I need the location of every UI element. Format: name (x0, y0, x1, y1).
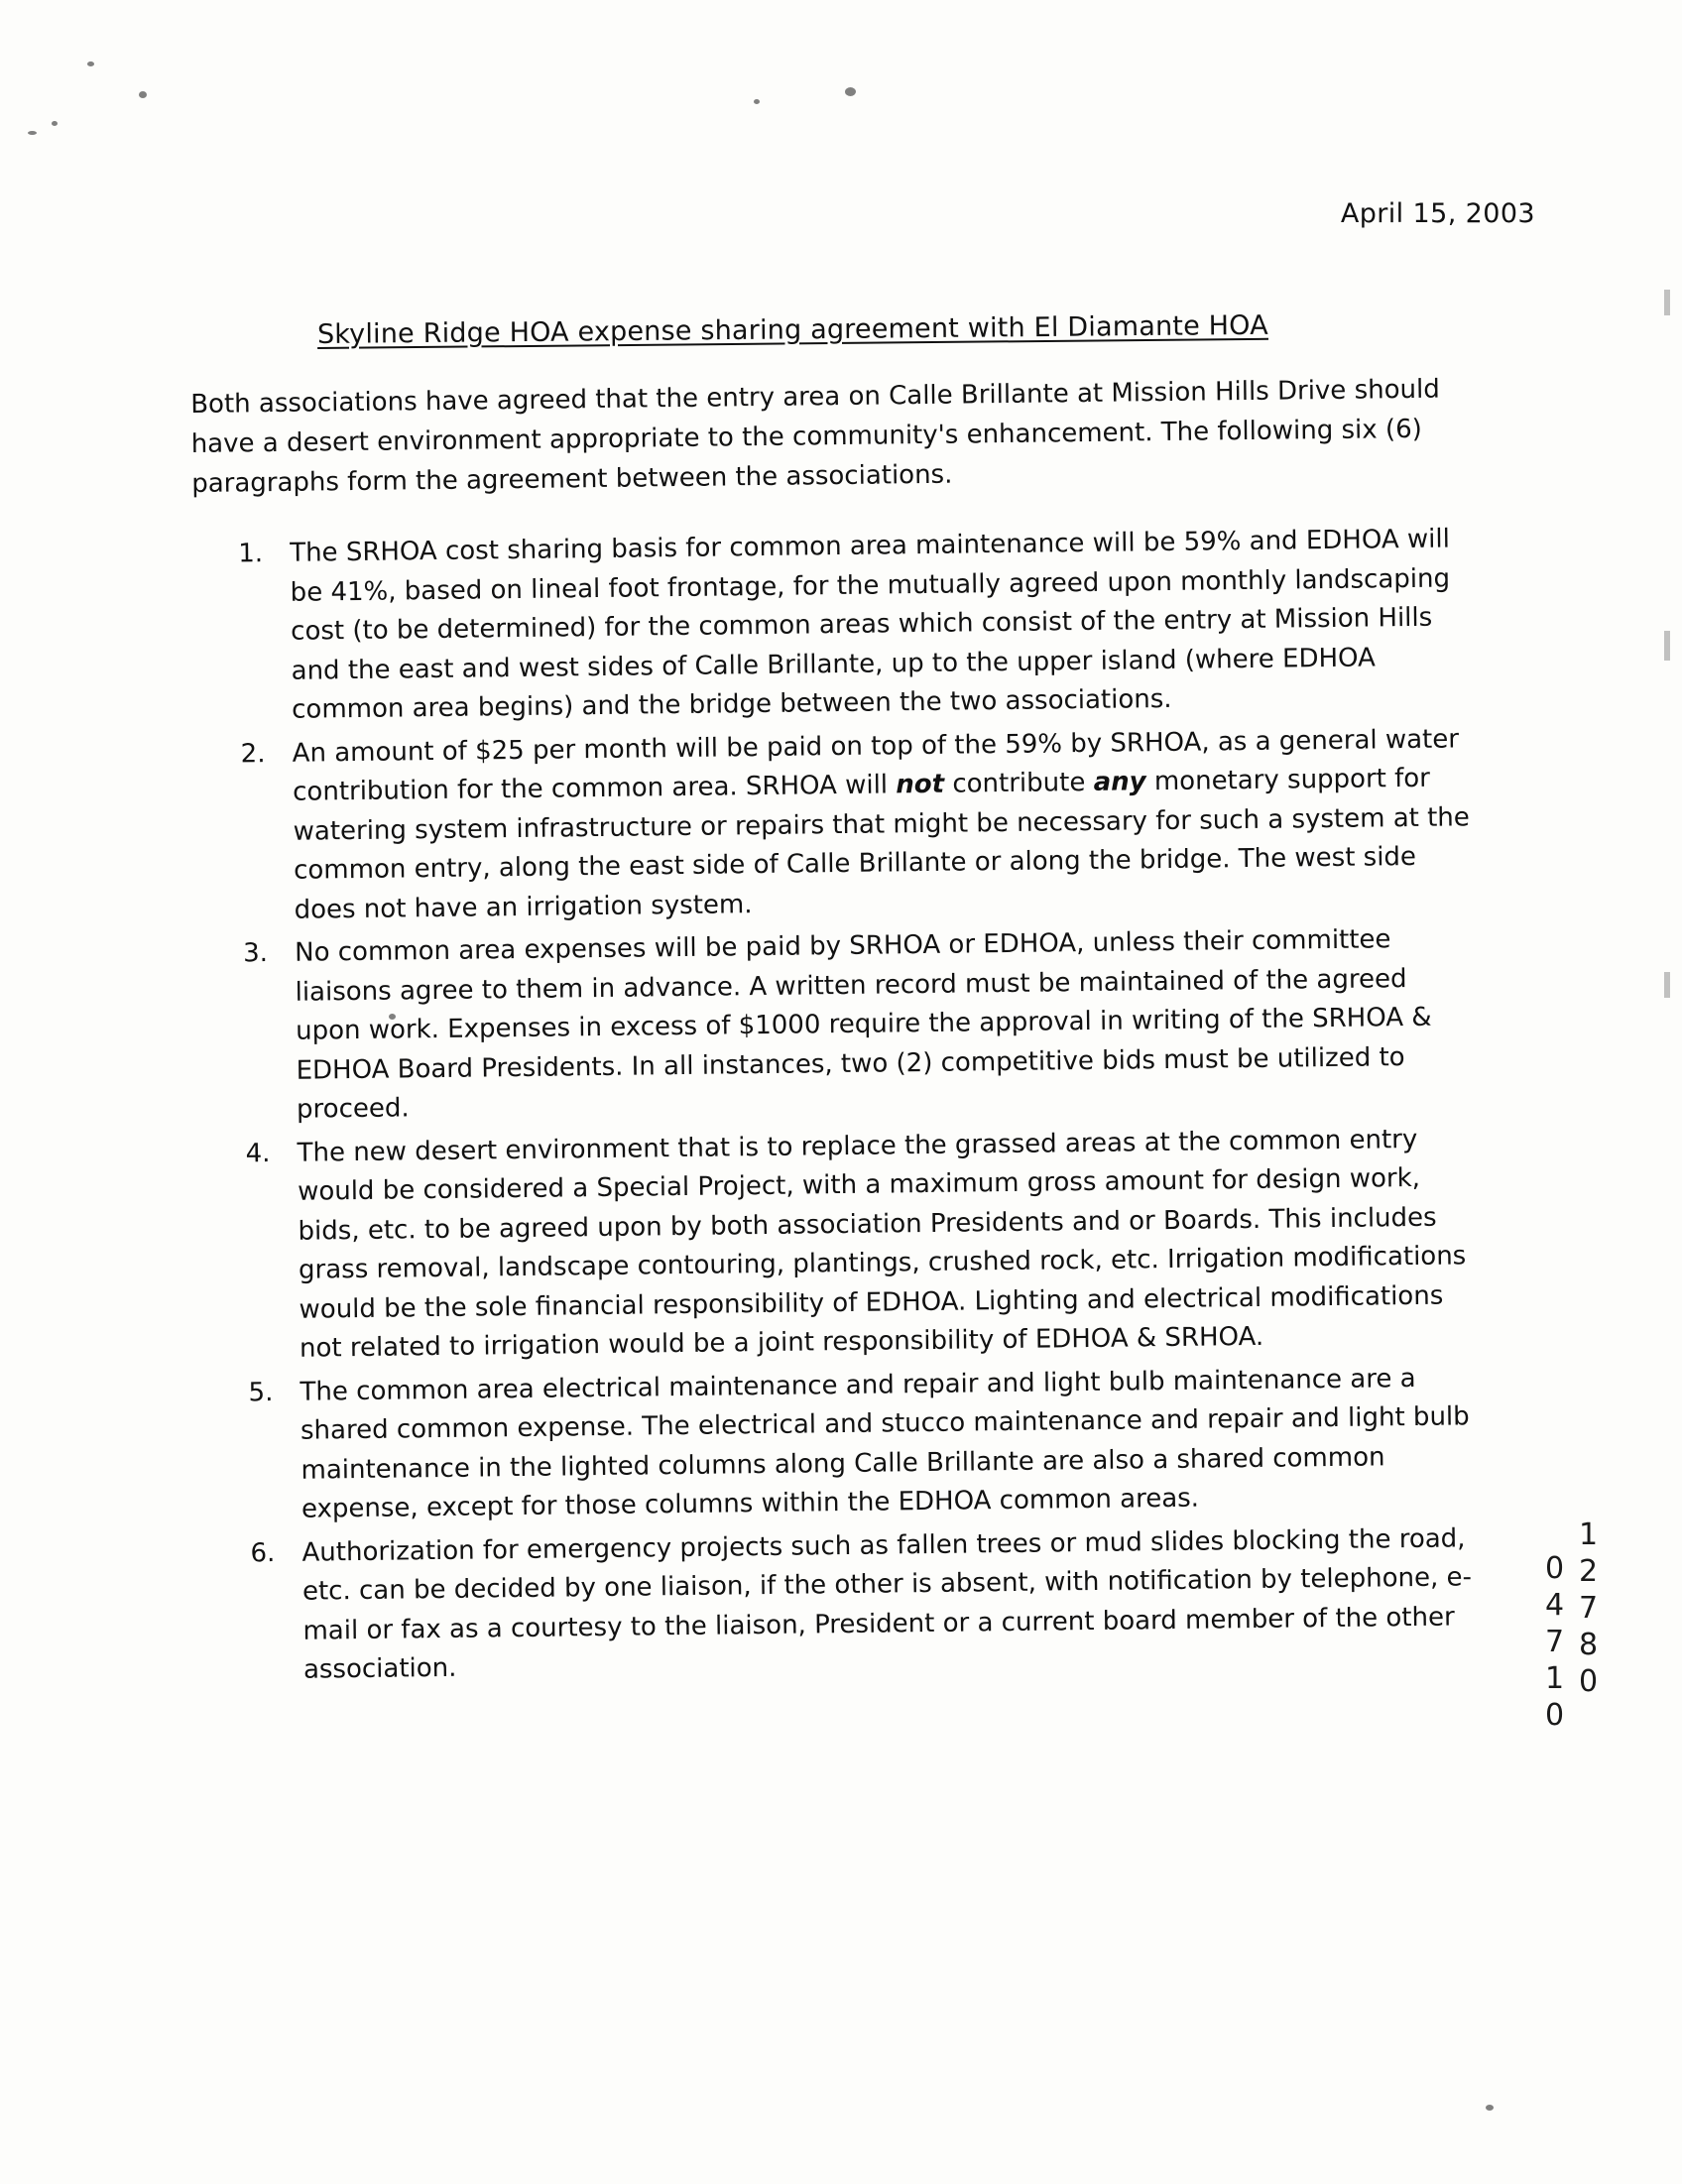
clause-number: 1. (238, 539, 264, 569)
intro-paragraph: Both associations have agreed that the entry area on Calle Brillante at Mission Hills Drive should have a desert environment appropriate to the community's enhancement. The following six (6) paragraphs form the agreement between the associations. (190, 374, 1440, 499)
clause-text: The new desert environment that is to replace the grassed areas at the common entry would be considered a Special Project, with a maximum gross amount for design work, bids, etc. to be agreed upon by both association Presidents and or Boards. This includes grass removal, landscape contouring, plantings, crushed rock, etc. Irrigation modifications would be the sole financial responsibility of EDHOA. Lighting and electrical modifications not related to irrigation would be a joint responsibility of EDHOA & SRHOA. (297, 1124, 1467, 1364)
clause-text: No common area expenses will be paid by SRHOA or EDHOA, unless their committee liaisons agree to them in advance. A written record must be maintained of the agreed upon work. Expenses in excess of $1000 require the approval in writing of the SRHOA & EDHOA Board Presidents. In all instances, two (2) competitive bids must be utilized to proceed. (294, 924, 1432, 1125)
scan-edge-mark (1664, 972, 1670, 998)
clause-text-segment: monetary support for watering system infrastructure or repairs that might be necessary for such a system at the common entry, along the east side of Calle Brillante or along the bridge. The west side does not have an irrigation system. (293, 763, 1470, 925)
clause-number: 4. (245, 1138, 271, 1168)
clause-item (200, 1359, 1482, 1531)
scan-speck (139, 91, 147, 98)
clause-text: The SRHOA cost sharing basis for common area maintenance will be 59% and EDHOA will be 41%, based on lineal foot frontage, for the mutually agreed upon monthly landscaping cost (to be determined) for the common areas which consist of the entry at Mission Hills and the east and west sides of Calle Brillante, up to the upper island (where EDHOA common area begins) and the bridge between the two associations. (290, 524, 1451, 725)
bates-stamp-line-1: 12780 (1571, 1517, 1606, 1701)
clause-number: 6. (250, 1537, 276, 1568)
clause-text-segment: contribute (943, 767, 1094, 799)
scan-edge-mark (1664, 631, 1670, 661)
clause-emphasis-not: not (896, 769, 945, 800)
clause-number: 2. (240, 738, 266, 769)
document-date: April 15, 2003 (1340, 198, 1535, 229)
clause-list (190, 520, 1484, 1695)
scan-speck (845, 87, 856, 96)
clause-text-segment: An amount of $25 per month will be paid on top of the 59% by SRHOA, as a general water contribution for the common area. SRHOA will (292, 723, 1460, 807)
clause-item (197, 1120, 1480, 1371)
clause-item (195, 919, 1477, 1131)
clause-number: 3. (242, 938, 269, 969)
scan-speck (28, 131, 37, 135)
clause-item (190, 520, 1472, 731)
scan-speck (87, 61, 94, 66)
clause-item (192, 720, 1474, 931)
clause-emphasis-any: any (1093, 767, 1146, 797)
scan-speck (52, 121, 58, 126)
clause-text: The common area electrical maintenance and repair and light bulb maintenance are a shared common expense. The electrical and stucco maintenance and repair and light bulb maintenance in the lighted columns along Calle Brillante are also a shared common expense, except for those columns within the EDHOA common areas. (300, 1363, 1470, 1524)
clause-text: Authorization for emergency projects such as fallen trees or mud slides blocking the road, etc. can be decided by one liaison, if the other is absent, with notification by telephone, e-mail or fax as a courtesy to the liaison, President or a current board member of the other association. (301, 1522, 1473, 1685)
scan-edge-mark (1664, 290, 1670, 315)
document-title: Skyline Ridge HOA expense sharing agreement with El Diamante HOA (316, 309, 1269, 350)
clause-item (202, 1519, 1484, 1692)
scan-speck (754, 99, 760, 104)
clause-number: 5. (248, 1377, 274, 1407)
bates-stamp-line-2: 04710 (1537, 1551, 1572, 1735)
scan-speck (1486, 2105, 1494, 2111)
bates-stamp (1537, 1517, 1605, 1735)
clause-text (292, 720, 1474, 930)
